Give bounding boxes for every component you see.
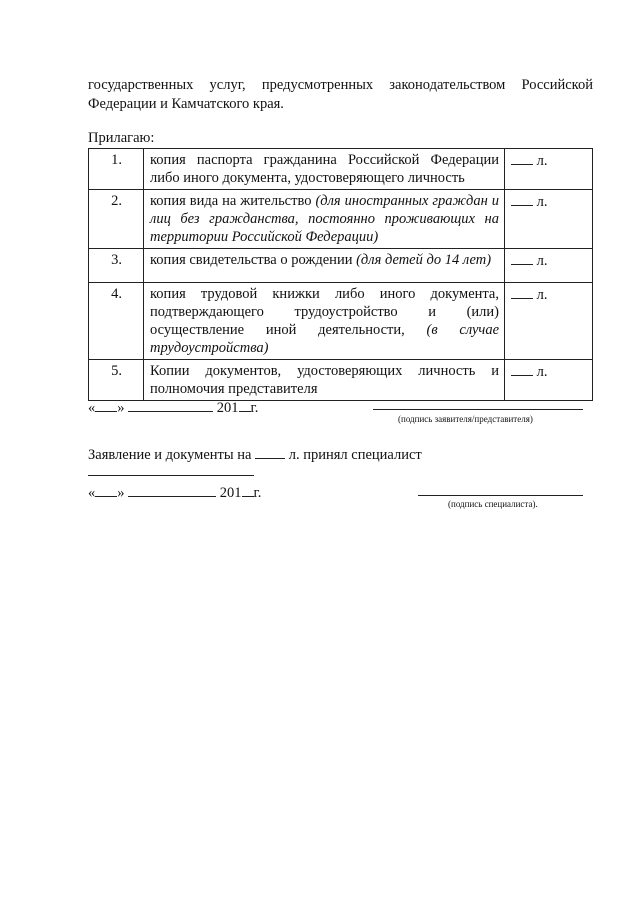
row-text: копия свидетельства о рождении (150, 252, 353, 268)
specialist-signature-caption: (подпись специалиста). (448, 499, 538, 509)
row-description (144, 360, 505, 401)
row-pages: л. (505, 149, 593, 190)
row-number: 2. (89, 190, 144, 249)
row-text: копия паспорта гражданина Российской Федерации либо иного документа, удостоверяющего личность (150, 152, 499, 186)
specialist-date: « » 201 г. (88, 485, 262, 501)
applicant-date: « » 201 г. (88, 400, 259, 416)
row-number: 1. (89, 149, 144, 190)
specialist-signature-line (418, 494, 583, 496)
table-row (89, 149, 593, 190)
row-note: (в случае трудоустройства) (150, 322, 500, 356)
row-number: 3. (89, 249, 144, 283)
row-text: копия трудовой книжки либо иного документа, подтверждающего трудоустройство и (или) осуществление иной деятельности, (150, 286, 499, 338)
row-note: (для детей до 14 лет) (356, 252, 492, 268)
attachments-table (88, 148, 593, 401)
table-row (89, 283, 593, 360)
row-pages: л. (505, 190, 593, 249)
row-description (144, 249, 505, 283)
row-note: (для иностранных граждан и лиц без гражданства, постоянно проживающих на территории Российской Федерации) (150, 193, 499, 245)
table-row (89, 360, 593, 401)
row-text: Копии документов, удостоверяющих личность и полномочия представителя (150, 363, 499, 397)
row-description (144, 149, 505, 190)
row-number: 4. (89, 283, 144, 360)
intro-paragraph (88, 76, 593, 114)
acceptance-line: Заявление и документы на л. принял специалист (88, 447, 422, 463)
row-description (144, 190, 505, 249)
row-pages: л. (505, 283, 593, 360)
table-row (89, 249, 593, 283)
row-pages: л. (505, 360, 593, 401)
specialist-name-line (88, 475, 254, 476)
row-number: 5. (89, 360, 144, 401)
applicant-signature-line (373, 408, 583, 410)
row-description (144, 283, 505, 360)
attachments-label: Прилагаю: (88, 130, 155, 146)
row-pages: л. (505, 249, 593, 283)
table-row (89, 190, 593, 249)
intro-line-1: государственных услуг, предусмотренных законодательством Российской (88, 77, 593, 93)
row-text: копия вида на жительство (150, 193, 312, 209)
applicant-signature-caption: (подпись заявителя/представителя) (398, 414, 533, 424)
intro-line-2: Федерации и Камчатского края. (88, 96, 284, 112)
